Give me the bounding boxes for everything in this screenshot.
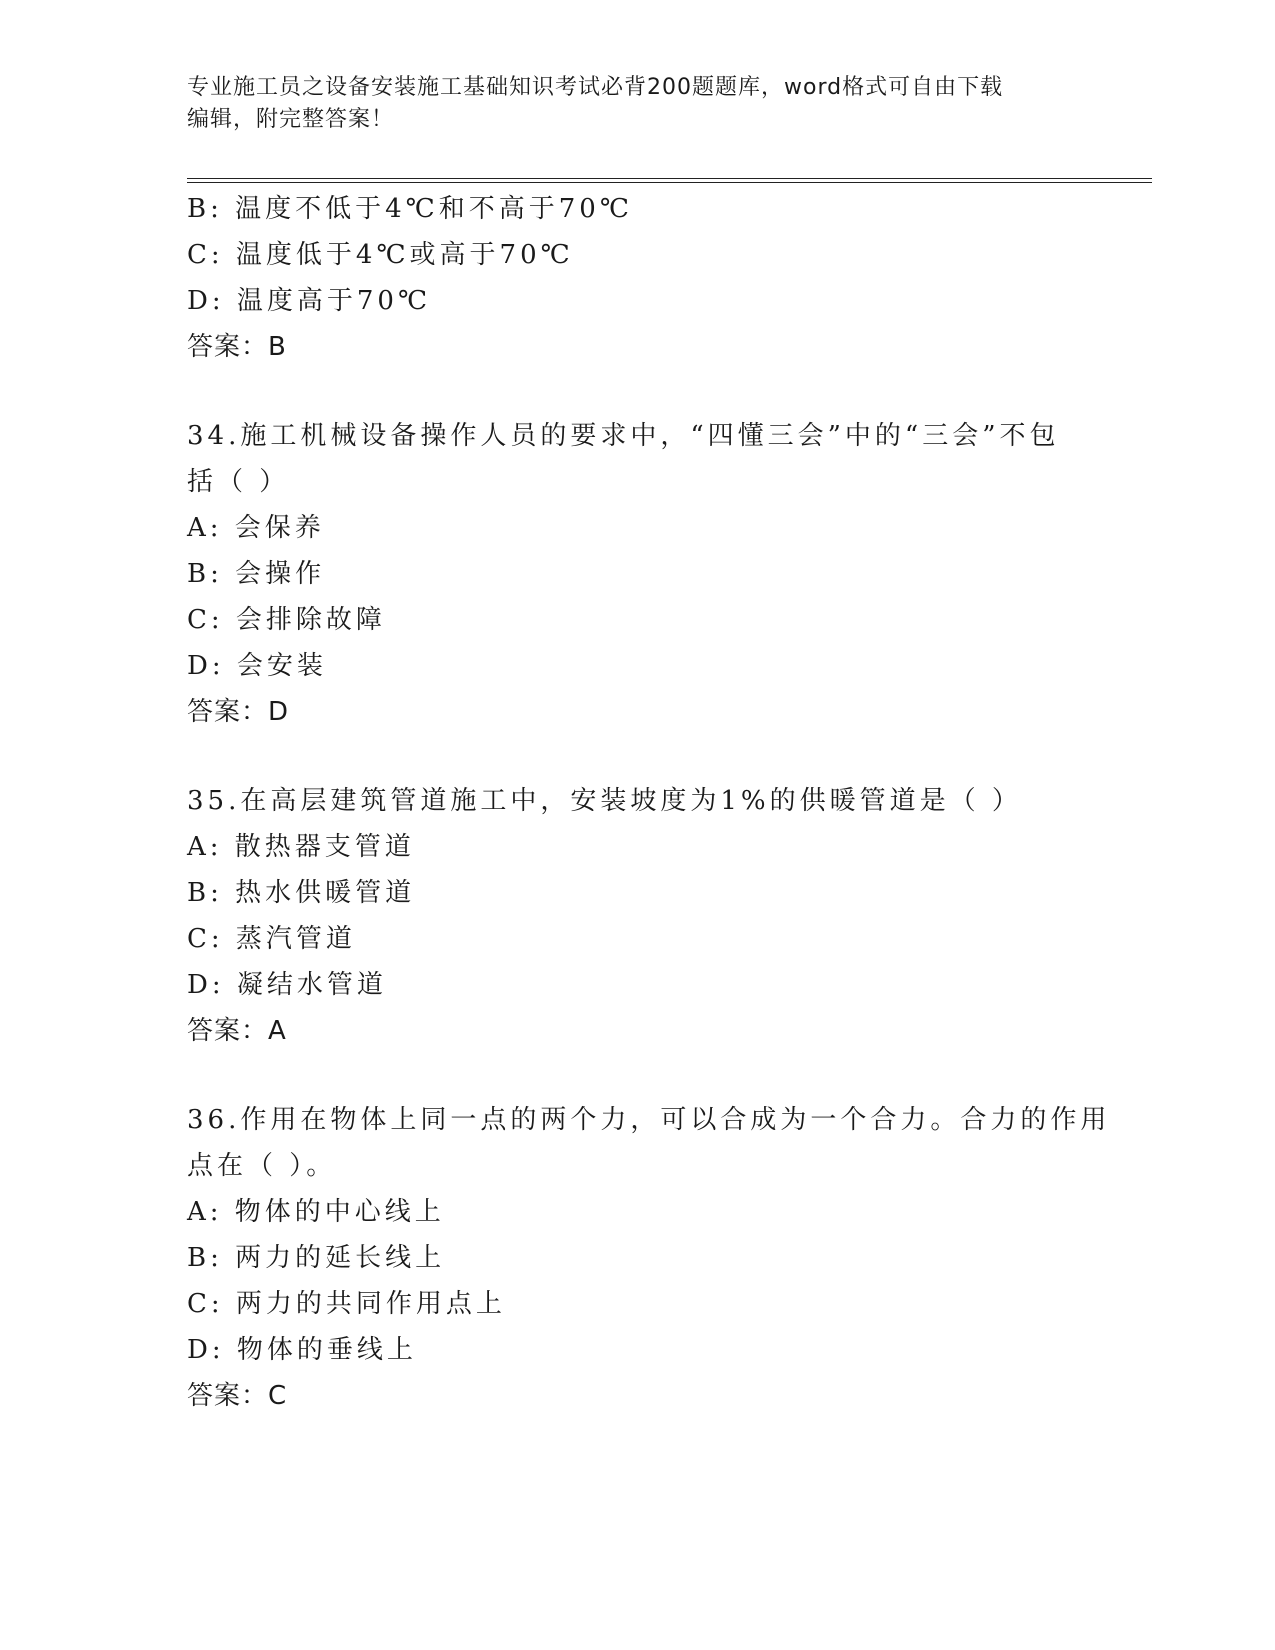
option-d: D: 物体的垂线上 (187, 1335, 417, 1365)
option-c: C: 蒸汽管道 (187, 924, 356, 954)
question-36 (187, 1097, 1111, 1419)
question-34 (187, 413, 1087, 735)
option-a: A: 散热器支管道 (187, 832, 415, 862)
option-c: C: 温度低于4℃或高于70℃ (187, 240, 574, 270)
question-stem-line-1: 35.在高层建筑管道施工中，安装坡度为1%的供暖管道是（ ） (187, 786, 1022, 816)
answer-label: 答案：C (187, 1381, 288, 1411)
question-33-fragment (187, 186, 1087, 370)
option-d: D: 会安装 (187, 651, 327, 681)
header-divider-top (187, 178, 1152, 179)
question-stem-line-2: 点在（ ）。 (187, 1151, 337, 1181)
question-35 (187, 778, 1087, 1054)
option-b: B: 会操作 (187, 559, 326, 589)
option-b: B: 两力的延长线上 (187, 1243, 446, 1273)
answer-label: 答案：D (187, 697, 290, 727)
header-title-line-2: 编辑，附完整答案！ (187, 107, 395, 132)
question-stem-line-1: 34.施工机械设备操作人员的要求中，“四懂三会”中的“三会”不包 (187, 421, 1060, 451)
answer-label: 答案：B (187, 332, 287, 362)
option-a: A: 物体的中心线上 (187, 1197, 445, 1227)
document-header (187, 72, 1087, 136)
question-stem-line-2: 括（ ） (187, 467, 290, 497)
option-c: C: 会排除故障 (187, 605, 386, 635)
header-title-line-1: 专业施工员之设备安装施工基础知识考试必背200题题库，word格式可自由下载 (187, 75, 1004, 100)
option-b: B: 热水供暖管道 (187, 878, 416, 908)
option-d: D: 温度高于70℃ (187, 286, 432, 316)
option-c: C: 两力的共同作用点上 (187, 1289, 506, 1319)
option-a: A: 会保养 (187, 513, 325, 543)
header-divider-bottom (187, 182, 1152, 183)
question-stem-line-1: 36.作用在物体上同一点的两个力，可以合成为一个合力。合力的作用 (187, 1105, 1111, 1135)
option-b: B: 温度不低于4℃和不高于70℃ (187, 194, 633, 224)
question-list (187, 186, 1111, 1419)
option-d: D: 凝结水管道 (187, 970, 387, 1000)
answer-label: 答案：A (187, 1016, 287, 1046)
